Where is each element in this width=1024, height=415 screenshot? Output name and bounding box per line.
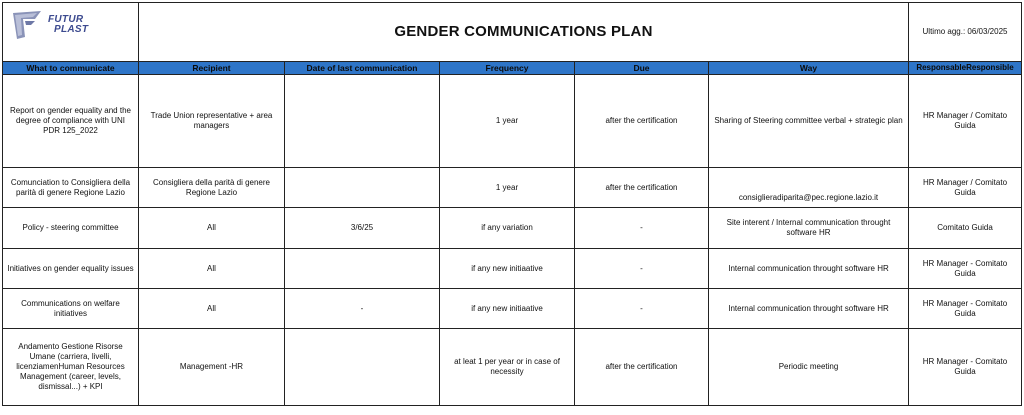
page-title: GENDER COMMUNICATIONS PLAN bbox=[139, 3, 909, 62]
title-row bbox=[3, 3, 1022, 62]
cell-recipient: Consigliera della parità di genere Regione Lazio bbox=[139, 168, 285, 208]
cell-what: Communications on welfare initiatives bbox=[3, 289, 139, 329]
cell-date: 3/6/25 bbox=[285, 208, 440, 249]
cell-frequency: if any variation bbox=[440, 208, 575, 249]
cell-frequency: 1 year bbox=[440, 75, 575, 168]
cell-way: Periodic meeting bbox=[709, 329, 909, 406]
cell-way: Site interent / Internal communication throught software HR bbox=[709, 208, 909, 249]
column-header: Due bbox=[575, 62, 709, 75]
header-row bbox=[3, 62, 1022, 75]
cell-due: - bbox=[575, 208, 709, 249]
table-row bbox=[3, 249, 1022, 289]
table-row bbox=[3, 208, 1022, 249]
cell-responsible: HR Manager - Comitato Guida bbox=[909, 329, 1022, 406]
last-update-date: Ultimo agg.: 06/03/2025 bbox=[909, 3, 1022, 62]
cell-way: Sharing of Steering committee verbal + strategic plan bbox=[709, 75, 909, 168]
cell-frequency: at leat 1 per year or in case of necessity bbox=[440, 329, 575, 406]
cell-date bbox=[285, 249, 440, 289]
column-header: Frequency bbox=[440, 62, 575, 75]
cell-responsible: Comitato Guida bbox=[909, 208, 1022, 249]
cell-what: Initiatives on gender equality issues bbox=[3, 249, 139, 289]
cell-way: Internal communication throught software HR bbox=[709, 249, 909, 289]
column-header: What to communicate bbox=[3, 62, 139, 75]
cell-way: Internal communication throught software HR bbox=[709, 289, 909, 329]
table-row bbox=[3, 329, 1022, 406]
cell-frequency: 1 year bbox=[440, 168, 575, 208]
company-logo bbox=[3, 3, 133, 61]
column-header: Recipient bbox=[139, 62, 285, 75]
cell-recipient: All bbox=[139, 208, 285, 249]
cell-recipient: Management -HR bbox=[139, 329, 285, 406]
table-row bbox=[3, 75, 1022, 168]
logo-line-2: PLAST bbox=[54, 24, 89, 35]
cell-date bbox=[285, 75, 440, 168]
column-header: Date of last communication bbox=[285, 62, 440, 75]
cell-what: Comunciation to Consigliera della parità di genere Regione Lazio bbox=[3, 168, 139, 208]
cell-what: Report on gender equality and the degree of compliance with UNI PDR 125_2022 bbox=[3, 75, 139, 168]
cell-frequency: if any new initiaative bbox=[440, 249, 575, 289]
communications-plan-table bbox=[2, 2, 1022, 406]
cell-due: after the certification bbox=[575, 75, 709, 168]
cell-what: Policy - steering committee bbox=[3, 208, 139, 249]
cell-due: - bbox=[575, 249, 709, 289]
cell-date bbox=[285, 329, 440, 406]
cell-date: - bbox=[285, 289, 440, 329]
cell-recipient: Trade Union representative + area managers bbox=[139, 75, 285, 168]
cell-way: consiglieradiparita@pec.regione.lazio.it bbox=[709, 168, 909, 208]
column-header: Way bbox=[709, 62, 909, 75]
logo-line-1: FUTUR bbox=[48, 14, 84, 25]
cell-frequency: if any new initiaative bbox=[440, 289, 575, 329]
logo-cell bbox=[3, 3, 139, 62]
column-header: ResponsableResponsible bbox=[909, 62, 1022, 75]
cell-what: Andamento Gestione Risorse Umane (carriera, livelli, licenziamenHuman Resources Management (career, levels, dismissal...) + KPI bbox=[3, 329, 139, 406]
cell-recipient: All bbox=[139, 289, 285, 329]
cell-date bbox=[285, 168, 440, 208]
logo-wordmark bbox=[48, 15, 88, 35]
cell-due: after the certification bbox=[575, 329, 709, 406]
cell-responsible: HR Manager - Comitato Guida bbox=[909, 249, 1022, 289]
cell-responsible: HR Manager - Comitato Guida bbox=[909, 289, 1022, 329]
cell-responsible: HR Manager / Comitato Guida bbox=[909, 168, 1022, 208]
cell-recipient: All bbox=[139, 249, 285, 289]
logo-emblem-icon bbox=[11, 9, 47, 41]
table-row bbox=[3, 289, 1022, 329]
cell-due: - bbox=[575, 289, 709, 329]
cell-responsible: HR Manager / Comitato Guida bbox=[909, 75, 1022, 168]
cell-due: after the certification bbox=[575, 168, 709, 208]
table-row bbox=[3, 168, 1022, 208]
